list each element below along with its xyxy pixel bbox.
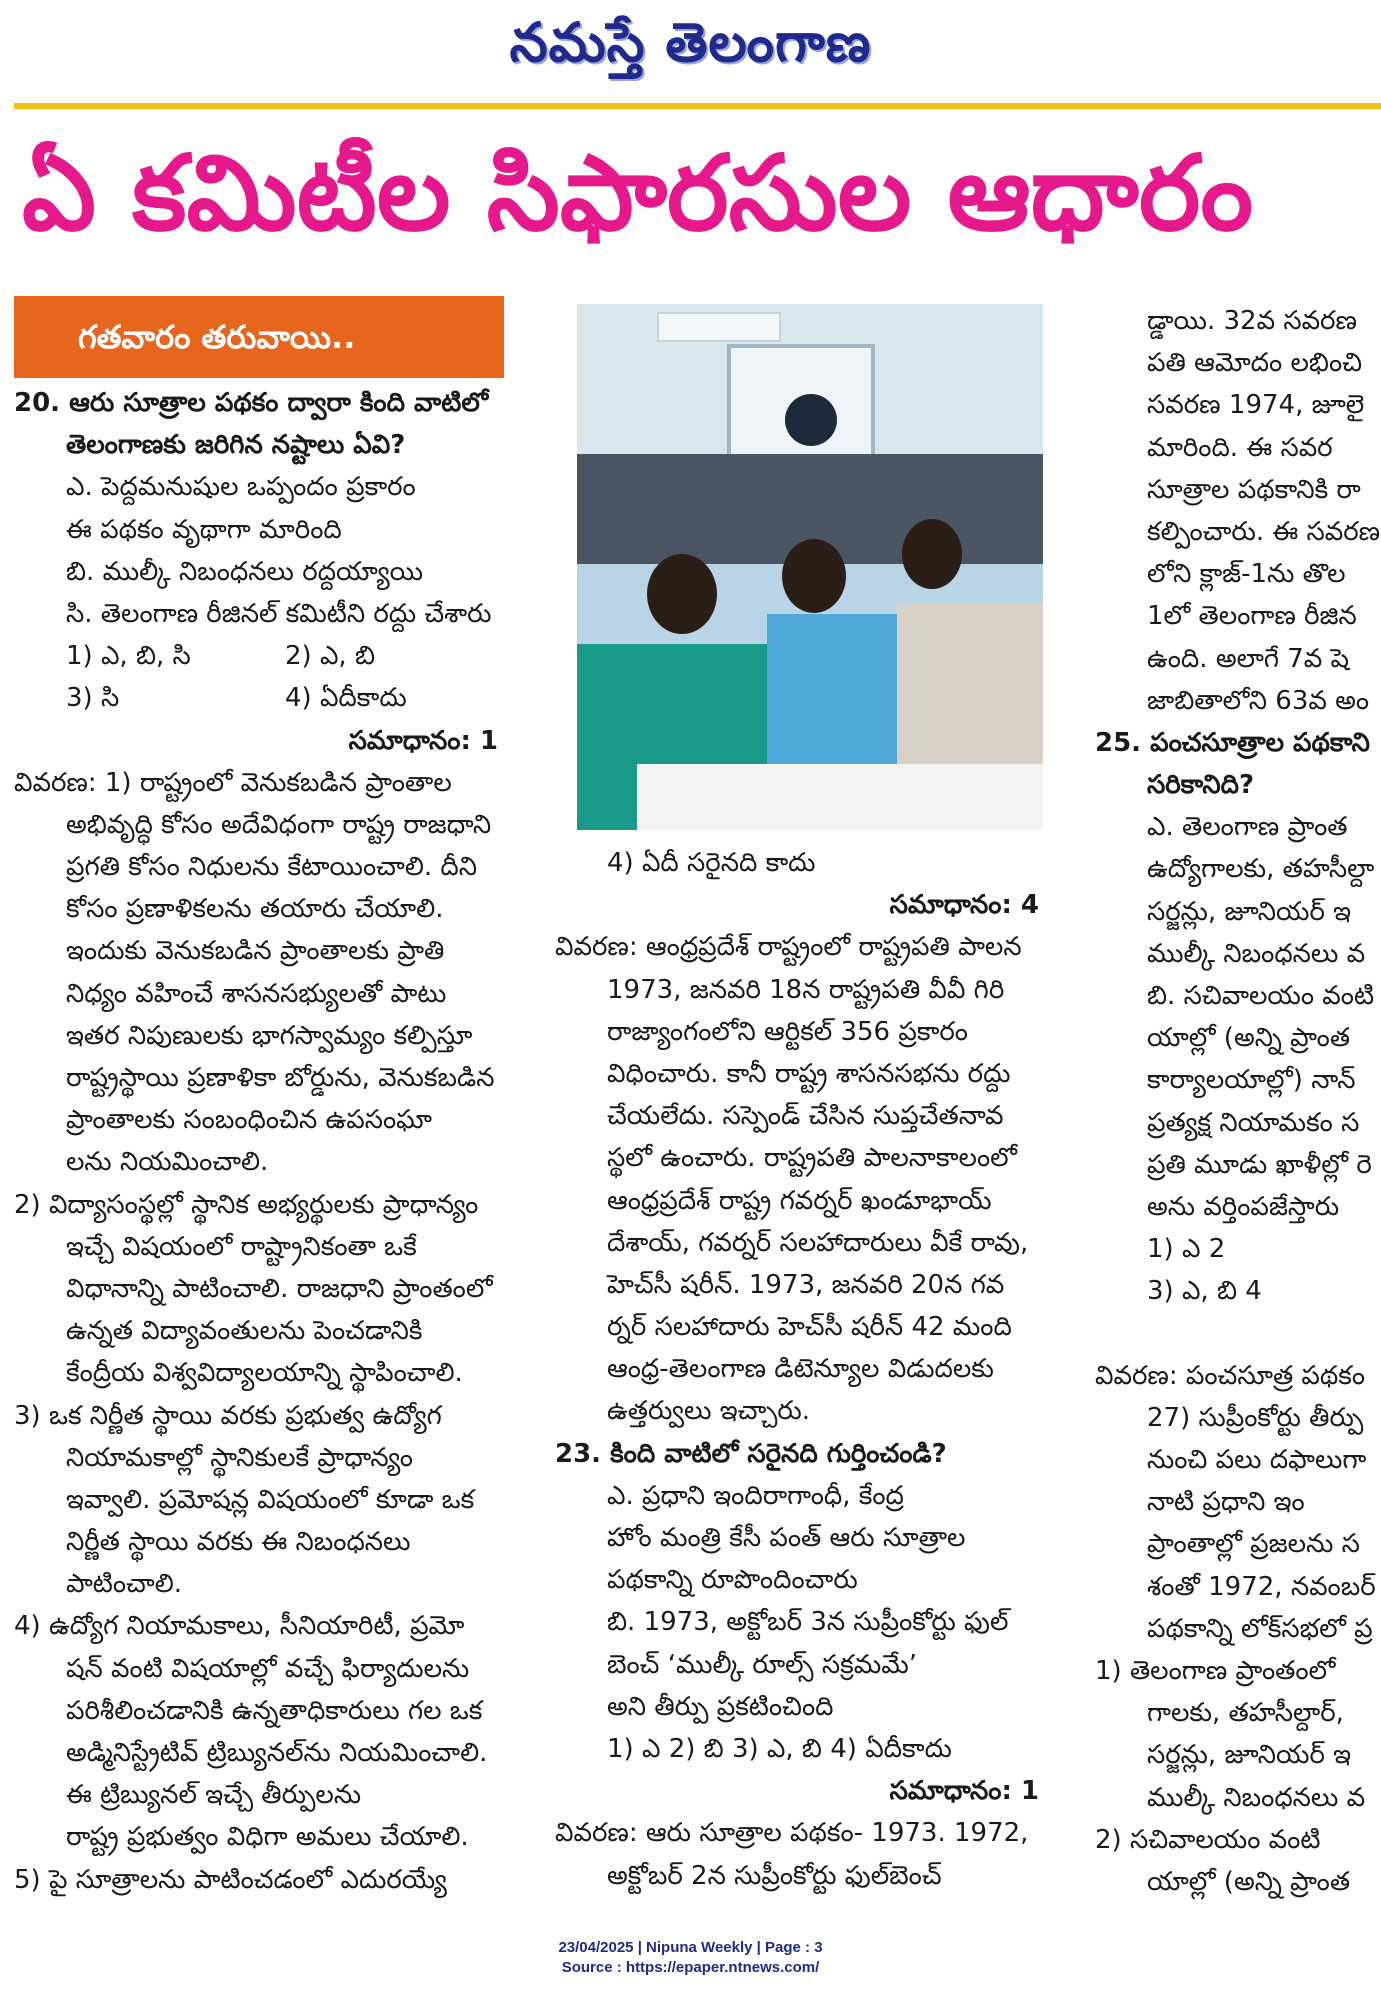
photo-head-2 (782, 539, 846, 613)
text-line: ర్నర్ సలహాదారు హెచ్‌సీ షరీన్ 42 మంది (607, 1312, 1012, 1343)
text-line: ఉత్తర్వులు ఇచ్చారు. (607, 1396, 811, 1427)
text-line: అభివృద్ధి కోసం అదేవిధంగా రాష్ట్ర రాజధాని (66, 809, 492, 840)
page-footer (0, 1938, 1381, 1978)
text-line: ఎ. ప్రధాని ఇందిరాగాంధీ, కేంద్ర (607, 1480, 904, 1511)
text-line: బి. ముల్కీ నిబంధనలు రద్దయ్యాయి (66, 556, 424, 587)
text-line: ఎ. పెద్దమనుషుల ఒప్పందం ప్రకారం (66, 472, 416, 503)
text-line: 4) ఉద్యోగ నియామకాలు, సీనియారిటీ, ప్రమో (14, 1611, 465, 1642)
text-line: గాలకు, తహసీల్దార్, (1147, 1698, 1344, 1729)
text-line: అడ్మినిస్ట్రేటివ్ ట్రిబ్యునల్‌ను నియమించాలి. (66, 1738, 488, 1768)
text-line: వివరణ: ఆంధ్రప్రదేశ్ రాష్ట్రంలో రాష్ట్రపతి పాలన (555, 932, 1022, 963)
text-line: నుంచి పలు దఫాలుగా (1147, 1445, 1367, 1476)
option-label: 3) సి (66, 683, 120, 714)
text-line: 1) తెలంగాణ ప్రాంతంలో (1095, 1656, 1336, 1686)
text-line: ప్రాంతాలకు సంబంధించిన ఉపసంఘా (66, 1105, 432, 1136)
text-line: హోం మంత్రి కేసీ పంత్ ఆరు సూత్రాల (607, 1523, 966, 1553)
text-line: షన్ వంటి విషయాల్లో వచ్చే ఫిర్యాదులను (66, 1653, 470, 1684)
photo-head-3 (902, 519, 962, 589)
text-line: సూత్రాల పథకానికి రా (1147, 474, 1361, 505)
text-line: దేశాయ్, గవర్నర్ సలహాదారులు వీకే రావు, (607, 1227, 1029, 1258)
text-line: సమాధానం: 4 (889, 890, 1039, 921)
text-line: 1) ఎ 2) బి 3) ఎ, బి 4) ఏదీకాదు (607, 1733, 952, 1764)
text-line: లను నియమించాలి. (66, 1147, 269, 1178)
headline: ఏ కమిటీల సిఫారసుల ఆధారం (22, 132, 1254, 254)
masthead (0, 0, 1381, 100)
text-line: నిధ్యం వహించే శాసనసభ్యులతో పాటు (66, 978, 447, 1009)
text-line: ఉన్నత విద్యావంతులను పెంచడానికి (66, 1316, 423, 1347)
text-line: 1973, జనవరి 18న రాష్ట్రపతి వీవీ గిరి (607, 974, 1005, 1005)
text-line: ముల్కీ నిబంధనలు వ (1147, 938, 1366, 969)
text-line: కల్పించారు. ఈ సవరణ (1147, 516, 1381, 547)
text-line: పథకాన్ని లోక్‌సభలో ప్ర (1147, 1613, 1373, 1644)
classroom-photo (577, 304, 1043, 830)
text-line: ముల్కీ నిబంధనలు వ (1147, 1782, 1366, 1813)
text-line: సి. తెలంగాణ రీజినల్ కమిటీని రద్దు చేశారు (66, 598, 492, 629)
text-line: ఉంది. అలాగే 7వ షె (1147, 643, 1350, 674)
column-3 (1095, 300, 1381, 1903)
text-line: ఆంధ్రప్రదేశ్ రాష్ట్ర గవర్నర్ ఖండూభాయ్ (607, 1185, 992, 1216)
text-line: ఇందుకు వెనుకబడిన ప్రాంతాలకు ప్రాతి (66, 936, 445, 967)
photo-wall-logo (785, 394, 837, 446)
option-label: 2) ఎ, బి (285, 641, 376, 672)
newspaper-logo: నమస్తే తెలంగాణ (509, 11, 872, 74)
text-line: సర్జన్లు, జూనియర్ ఇ (1147, 1740, 1352, 1771)
text-line: వివరణ: పంచసూత్ర పథకం (1095, 1360, 1366, 1391)
text-line: ఎ. తెలంగాణ ప్రాంత (1147, 812, 1348, 843)
text-line: 2) సచివాలయం వంటి (1095, 1824, 1321, 1855)
footer-date-line: 23/04/2025 | Nipuna Weekly | Page : 3 (558, 1939, 823, 1956)
text-line: మారింది. ఈ సవర (1147, 432, 1333, 463)
text-line: రాజ్యాంగంలోని ఆర్టికల్ 356 ప్రకారం (607, 1016, 968, 1047)
text-line: 3) ఎ, బి 4 (1147, 1276, 1262, 1307)
text-line: ప్రత్యక్ష నియామకం స (1147, 1107, 1360, 1138)
text-line: కేంద్రీయ విశ్వవిద్యాలయాన్ని స్థాపించాలి. (66, 1358, 463, 1389)
text-line: 25. పంచసూత్రాల పథకాని (1095, 727, 1370, 758)
option-label: 1) ఎ, బి, సి (66, 641, 191, 672)
text-line: ఈ పథకం వృథాగా మారింది (66, 514, 342, 545)
text-line: ఈ ట్రిబ్యునల్ ఇచ్చే తీర్పులను (66, 1780, 362, 1811)
text-line: బెంచ్ ‘ముల్కీ రూల్స్ సక్రమమే’ (607, 1649, 917, 1680)
column-1 (14, 296, 504, 1901)
text-line: నిర్ణీత స్థాయి వరకు ఈ నిబంధనలు (66, 1527, 411, 1558)
text-line: 3) ఒక నిర్ణీత స్థాయి వరకు ప్రభుత్వ ఉద్యోగ (14, 1400, 442, 1431)
text-line: లోని క్లాజ్-1ను తొల (1147, 559, 1346, 590)
text-line: వివరణ: ఆరు సూత్రాల పథకం- 1973. 1972, (555, 1818, 1029, 1849)
text-line: అక్టోబర్ 2న సుప్రీంకోర్టు ఫుల్‌బెంచ్ (607, 1860, 942, 1891)
text-line: సరికానిది? (1147, 770, 1255, 801)
text-line: శంతో 1972, నవంబర్ (1147, 1571, 1376, 1602)
text-line: 1లో తెలంగాణ రీజిన (1147, 601, 1357, 632)
text-line: ప్రతి మూడు ఖాళీల్లో రె (1147, 1149, 1372, 1180)
text-line: రాష్ట్రస్థాయి ప్రణాళికా బోర్డును, వెనుకబడిన (66, 1063, 495, 1093)
text-line: యాల్లో (అన్ని ప్రాంత (1147, 1866, 1351, 1897)
continued-banner: గతవారం తరువాయి.. (14, 296, 504, 378)
text-line: సమాధానం: 1 (889, 1776, 1039, 1807)
text-line: నియామకాల్లో స్థానికులకే ప్రాధాన్యం (66, 1442, 413, 1473)
text-line: పరిశీలించడానికి ఉన్నతాధికారులు గల ఒక (66, 1695, 483, 1726)
footer-source-line: Source : https://epaper.ntnews.com/ (561, 1959, 820, 1976)
text-line: విధానాన్ని పాటించాలి. రాజధాని ప్రాంతంలో (66, 1273, 493, 1304)
text-line: పాటించాలి. (66, 1569, 183, 1600)
text-line: సమాధానం: 1 (348, 725, 498, 756)
column-1-text (14, 382, 504, 1901)
column-2-text (555, 842, 1045, 1897)
text-line: ఇచ్చే విషయంలో రాష్ట్రానికంతా ఒకే (66, 1231, 417, 1262)
text-line: అను వర్తింపజేస్తారు (1147, 1191, 1340, 1222)
text-line: కోసం ప్రణాళికలను తయారు చేయాలి. (66, 894, 444, 925)
text-line: పథకాన్ని రూపొందించారు (607, 1565, 858, 1596)
text-line: స్థలో ఉంచారు. రాష్ట్రపతి పాలనాకాలంలో (607, 1143, 1017, 1174)
text-line: నాటి ప్రధాని ఇం (1147, 1487, 1305, 1518)
text-line: ఉద్యోగాలకు, తహసీల్దా (1147, 854, 1375, 885)
text-line: కార్యాలయాల్లో) నాన్ (1147, 1065, 1356, 1096)
photo-desk-papers (637, 764, 1043, 830)
text-line: విధించారు. కానీ రాష్ట్ర శాసనసభను రద్దు (607, 1058, 1011, 1089)
text-line: జాబితాలోని 63వ అం (1147, 685, 1370, 716)
text-line: 27) సుప్రీంకోర్టు తీర్పు (1147, 1402, 1364, 1433)
text-line: 20. ఆరు సూత్రాల పథకం ద్వారా కింది వాటిలో (14, 388, 489, 418)
text-line: ప్రగతి కోసం నిధులను కేటాయించాలి. దీని (66, 852, 478, 883)
text-line: తెలంగాణకు జరిగిన నష్టాలు ఏవి? (66, 430, 406, 461)
text-line: 4) ఏదీ సరైనది కాదు (607, 848, 816, 878)
option-label: 4) ఏదీకాదు (285, 683, 407, 714)
text-line: ఇవ్వాలి. ప్రమోషన్ల విషయంలో కూడా ఒక (66, 1484, 475, 1515)
text-line: 5) పై సూత్రాలను పాటించడంలో ఎదురయ్యే (14, 1864, 447, 1895)
text-line: హెచ్‌సీ షరీన్. 1973, జనవరి 20న గవ (607, 1269, 1005, 1300)
text-line (14, 635, 504, 677)
text-line: ప్రాంతాల్లో ప్రజలను స (1147, 1529, 1360, 1560)
text-line (1095, 1313, 1381, 1355)
text-line: యాల్లో (అన్ని ప్రాంత (1147, 1023, 1351, 1054)
text-line: పతి ఆమోదం లభించి (1147, 348, 1363, 379)
text-line: బి. 1973, అక్టోబర్ 3న సుప్రీంకోర్టు ఫుల్ (607, 1607, 1009, 1638)
text-line: డ్డాయి. 32వ సవరణ (1147, 306, 1357, 336)
photo-air-conditioner (657, 312, 781, 342)
column-3-text (1095, 300, 1381, 1903)
column-2 (555, 842, 1045, 1897)
text-line: చేయలేదు. సస్పెండ్ చేసిన సుప్తచేతనావ (607, 1101, 1004, 1132)
text-line: సర్జన్లు, జూనియర్ ఇ (1147, 896, 1352, 927)
text-line (14, 677, 504, 719)
photo-head-1 (647, 554, 717, 634)
text-line: వివరణ: 1) రాష్ట్రంలో వెనుకబడిన ప్రాంతాల (14, 767, 452, 798)
text-line: రాష్ట్ర ప్రభుత్వం విధిగా అమలు చేయాలి. (66, 1822, 469, 1853)
text-line: ఆంధ్ర-తెలంగాణ డిటెన్యూల విడుదలకు (607, 1354, 994, 1385)
text-line: అని తీర్పు ప్రకటించింది (607, 1691, 834, 1722)
text-line: సవరణ 1974, జూలై (1147, 390, 1365, 421)
text-line: 1) ఎ 2 (1147, 1234, 1226, 1265)
text-line: 2) విద్యాసంస్థల్లో స్థానిక అభ్యర్థులకు ప్రాధాన్యం (14, 1189, 479, 1220)
text-line: ఇతర నిపుణులకు భాగస్వామ్యం కల్పిస్తూ (66, 1020, 473, 1051)
text-line: బి. సచివాలయం వంటి (1147, 981, 1375, 1011)
text-line: 23. కింది వాటిలో సరైనది గుర్తించండి? (555, 1438, 947, 1469)
top-rule (14, 103, 1381, 109)
